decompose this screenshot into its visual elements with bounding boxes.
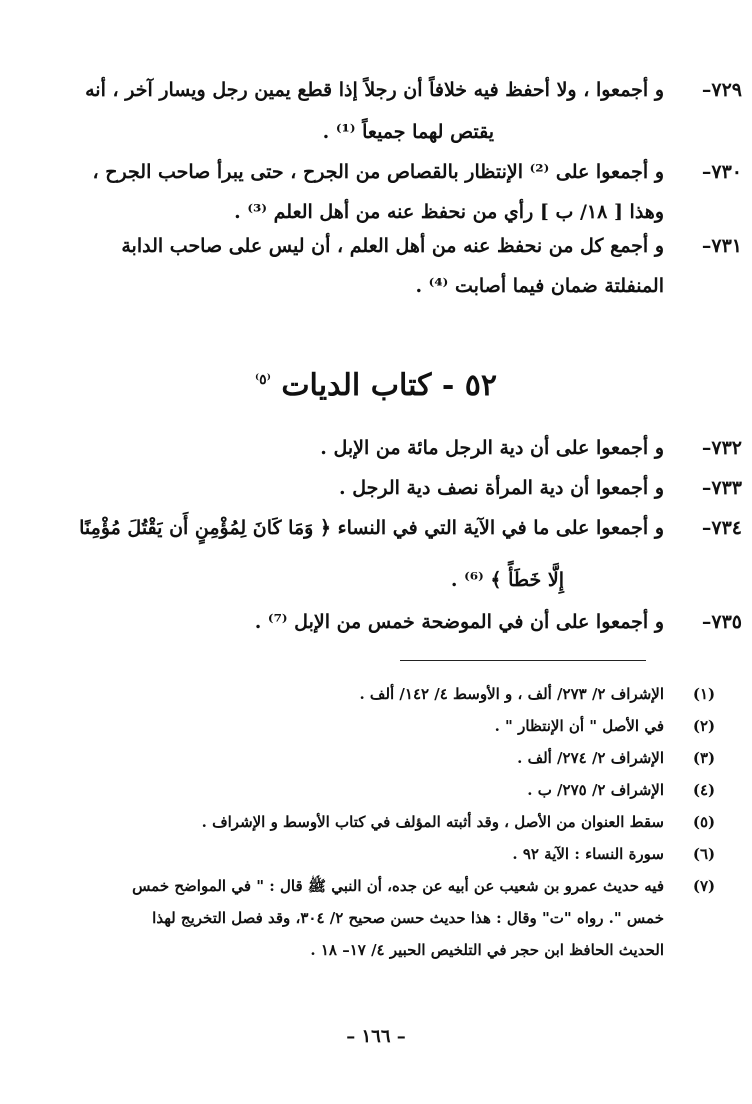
- entry-line: وهذا [ ١٨/ ب ] رأي من نحفظ عنه من أهل العلم ⁽³⁾ .: [234, 201, 664, 223]
- footnote-line: الإشراف ٢/ ٢٧٥/ ب .: [527, 781, 664, 799]
- footnote-line: فيه حديث عمرو بن شعيب عن أبيه عن جده، أن النبي ﷺ قال : " في المواضح خمس: [132, 877, 664, 895]
- entry-line: و أجمعوا على أن في الموضحة خمس من الإبل ⁽⁷⁾ .: [254, 611, 664, 633]
- chapter-heading: [0, 360, 752, 406]
- footnote-number: (٢): [692, 717, 716, 735]
- footnote-number: (٦): [692, 845, 716, 863]
- footnote-number: (١): [692, 685, 716, 703]
- footnote-number: (٥): [692, 813, 716, 831]
- entry-number: ٧٢٩–: [701, 79, 742, 101]
- footnote-separator: [400, 660, 646, 661]
- entry-number: ٧٣٠–: [701, 161, 742, 183]
- footnote-line: الإشراف ٢/ ٢٧٤/ ألف .: [517, 749, 664, 767]
- entry-line: إِلَّا خَطَأً ﴾ ⁽⁶⁾ .: [450, 569, 564, 591]
- entry-number: ٧٣٢–: [701, 437, 742, 459]
- footnote-number: (٤): [692, 781, 716, 799]
- entry-number: ٧٣٣–: [701, 477, 742, 499]
- footnote-line: الحديث الحافظ ابن حجر في التلخيص الحبير ٤/ ١٧– ١٨ .: [310, 941, 664, 959]
- entry-line: المنفلتة ضمان فيما أصابت ⁽⁴⁾ .: [415, 275, 664, 297]
- footnote-number: (٣): [692, 749, 716, 767]
- entry-line: و أجمعوا على ⁽²⁾ الإنتظار بالقصاص من الجرح ، حتى يبرأ صاحب الجرح ،: [92, 161, 664, 183]
- footnote-line: سورة النساء : الآية ٩٢ .: [512, 845, 664, 863]
- footnote-number: (٧): [692, 877, 716, 895]
- entry-line: و أجمعوا أن دية المرأة نصف دية الرجل .: [339, 477, 664, 499]
- chapter-footnote-ref: ⁽٥⁾: [254, 372, 271, 388]
- entry-line: و أجمعوا على أن دية الرجل مائة من الإبل .: [320, 437, 664, 459]
- entry-number: ٧٣١–: [701, 235, 742, 257]
- chapter-title: ٥٢ - كتاب الديات: [281, 368, 498, 403]
- footnote-line: سقط العنوان من الأصل ، وقد أثبته المؤلف في كتاب الأوسط و الإشراف .: [201, 813, 664, 831]
- footnote-line: خمس ". رواه "ت" وقال : هذا حديث حسن صحيح ٢/ ٣٠٤، وقد فصل التخريج لهذا: [152, 909, 664, 927]
- page-number: – ١٦٦ –: [346, 1026, 406, 1047]
- footnote-line: الإشراف ٢/ ٢٧٣/ ألف ، و الأوسط ٤/ ١٤٢/ ألف .: [359, 685, 664, 703]
- entry-number: ٧٣٥–: [701, 611, 742, 633]
- footnote-line: في الأصل " أن الإنتظار " .: [494, 717, 664, 735]
- entry-line: و أجمعوا على ما في الآية التي في النساء ﴿ وَمَا كَانَ لِمُؤْمِنٍ أَن يَقْتُلَ مُؤْمِنًا: [79, 517, 664, 539]
- entry-line: و أجمعوا ، ولا أحفظ فيه خلافاً أن رجلاً إذا قطع يمين رجل ويسار آخر ، أنه: [85, 79, 664, 101]
- entry-line: و أجمع كل من نحفظ عنه من أهل العلم ، أن ليس على صاحب الدابة: [121, 235, 664, 257]
- entry-number: ٧٣٤–: [701, 517, 742, 539]
- entry-line: يقتص لهما جميعاً ⁽¹⁾ .: [322, 121, 494, 143]
